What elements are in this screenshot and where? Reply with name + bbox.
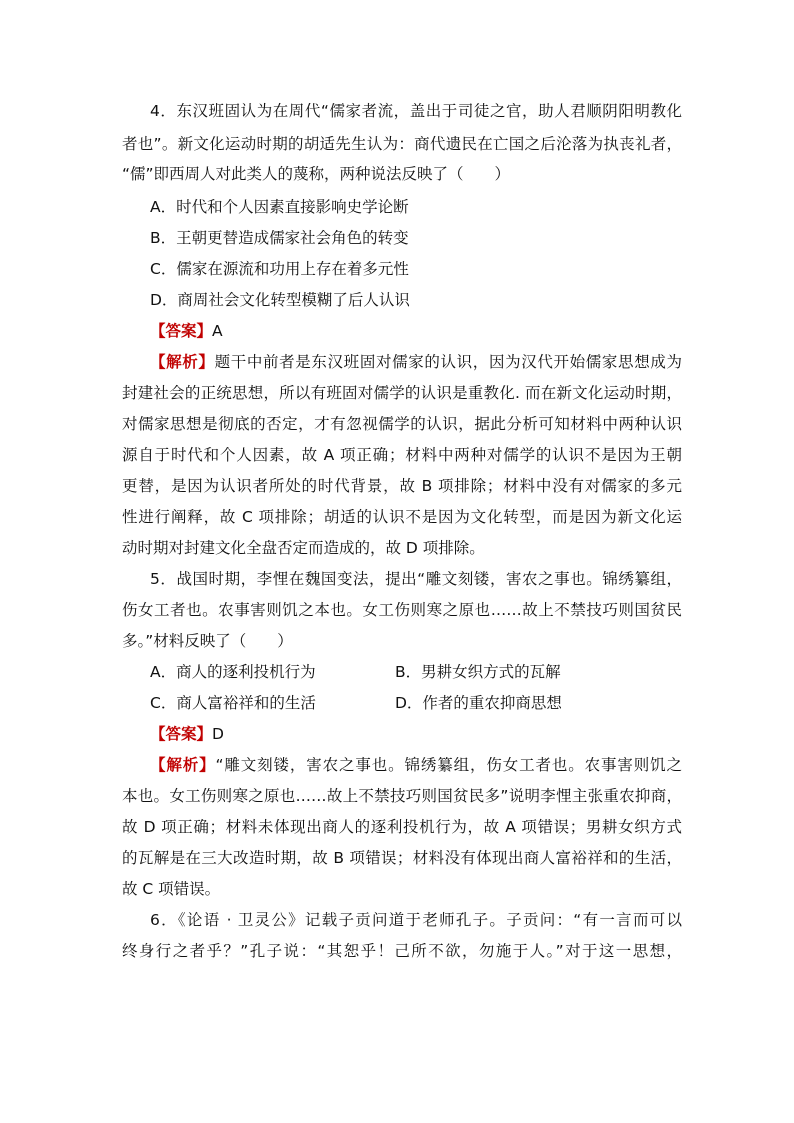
q5-stem-line-3: 多。”材料反映了（ ） bbox=[122, 632, 293, 650]
q4-option-c: C．儒家在源流和功用上存在着多元性 bbox=[150, 260, 409, 278]
q4-answer-label: 【答案】 bbox=[150, 322, 213, 340]
q5-option-c: C．商人富裕祥和的生活 bbox=[150, 694, 316, 712]
q4-option-d: D．商周社会文化转型模糊了后人认识 bbox=[150, 291, 410, 309]
q4-analysis-line-6: 性进行阐释，故 C 项排除；胡适的认识不是因为文化转型，而是因为新文化运 bbox=[122, 508, 682, 526]
q5-answer-label: 【答案】 bbox=[150, 725, 213, 743]
q4-analysis-line-1: 【解析】题干中前者是东汉班固对儒家的认识，因为汉代开始儒家思想成为 bbox=[150, 353, 682, 371]
q4-option-a: A．时代和个人因素直接影响史学论断 bbox=[150, 198, 409, 216]
q5-stem-line-2: 伤女工者也。农事害则饥之本也。女工伤则寒之原也……故上不禁技巧则国贫民 bbox=[122, 601, 682, 619]
q4-analysis-line-4: 源自于时代和个人因素，故 A 项正确；材料中两种对儒学的认识不是因为王朝 bbox=[122, 446, 682, 464]
q5-option-d: D．作者的重农抑商思想 bbox=[395, 694, 562, 712]
q4-analysis-line-2: 封建社会的正统思想，所以有班固对儒学的认识是重教化. 而在新文化运动时期， bbox=[122, 384, 682, 402]
q5-analysis-line-3: 故 D 项正确；材料未体现出商人的逐利投机行为，故 A 项错误；男耕女织方式 bbox=[122, 818, 682, 836]
q5-analysis-line-4: 的瓦解是在三大改造时期，故 B 项错误；材料没有体现出商人富裕祥和的生活， bbox=[122, 849, 682, 867]
q5-answer-value: D bbox=[212, 725, 224, 743]
q5-analysis-label: 【解析】 bbox=[150, 756, 216, 774]
q4-stem-line-3: “儒”即西周人对此类人的蔑称，两种说法反映了（ ） bbox=[122, 165, 511, 183]
q5-analysis-line-2: 本也。女工伤则寒之原也……故上不禁技巧则国贫民多”说明李悝主张重农抑商， bbox=[122, 787, 682, 805]
q4-stem-line-2: 者也”。新文化运动时期的胡适先生认为：商代遗民在亡国之后沦落为执丧礼者， bbox=[122, 135, 682, 153]
q5-stem-line-1: 5．战国时期，李悝在魏国变法，提出“雕文刻镂，害农之事也。锦绣纂组， bbox=[150, 570, 682, 588]
q5-option-a: A．商人的逐利投机行为 bbox=[150, 663, 316, 681]
q6-stem-line-2: 终身行之者乎？”孔子说：“其恕乎！己所不欲，勿施于人。”对于这一思想， bbox=[122, 942, 682, 960]
q4-analysis-line-7: 动时期对封建文化全盘否定而造成的，故 D 项排除。 bbox=[122, 539, 485, 557]
q4-answer-value: A bbox=[212, 322, 223, 340]
q5-analysis-line-5: 故 C 项错误。 bbox=[122, 880, 221, 898]
q4-analysis-line-3: 对儒家思想是彻底的否定，才有忽视儒学的认识，据此分析可知材料中两种认识 bbox=[122, 415, 682, 433]
q5-option-b: B．男耕女织方式的瓦解 bbox=[395, 663, 561, 681]
q4-stem-line-1: 4．东汉班固认为在周代“儒家者流，盖出于司徒之官，助人君顺阴阳明教化 bbox=[150, 102, 682, 120]
q4-analysis-line-5: 更替，是因为认识者所处的时代背景，故 B 项排除；材料中没有对儒家的多元 bbox=[122, 477, 682, 495]
q4-option-b: B．王朝更替造成儒家社会角色的转变 bbox=[150, 229, 409, 247]
q4-analysis-label: 【解析】 bbox=[150, 353, 215, 371]
q5-answer bbox=[150, 724, 224, 744]
q6-stem-line-1: 6．《论语 · 卫灵公》记载子贡问道于老师孔子。子贡问：“有一言而可以 bbox=[150, 911, 682, 929]
q5-analysis-line-1: 【解析】“雕文刻镂，害农之事也。锦绣纂组，伤女工者也。农事害则饥之 bbox=[150, 756, 682, 774]
q4-answer bbox=[150, 321, 223, 341]
